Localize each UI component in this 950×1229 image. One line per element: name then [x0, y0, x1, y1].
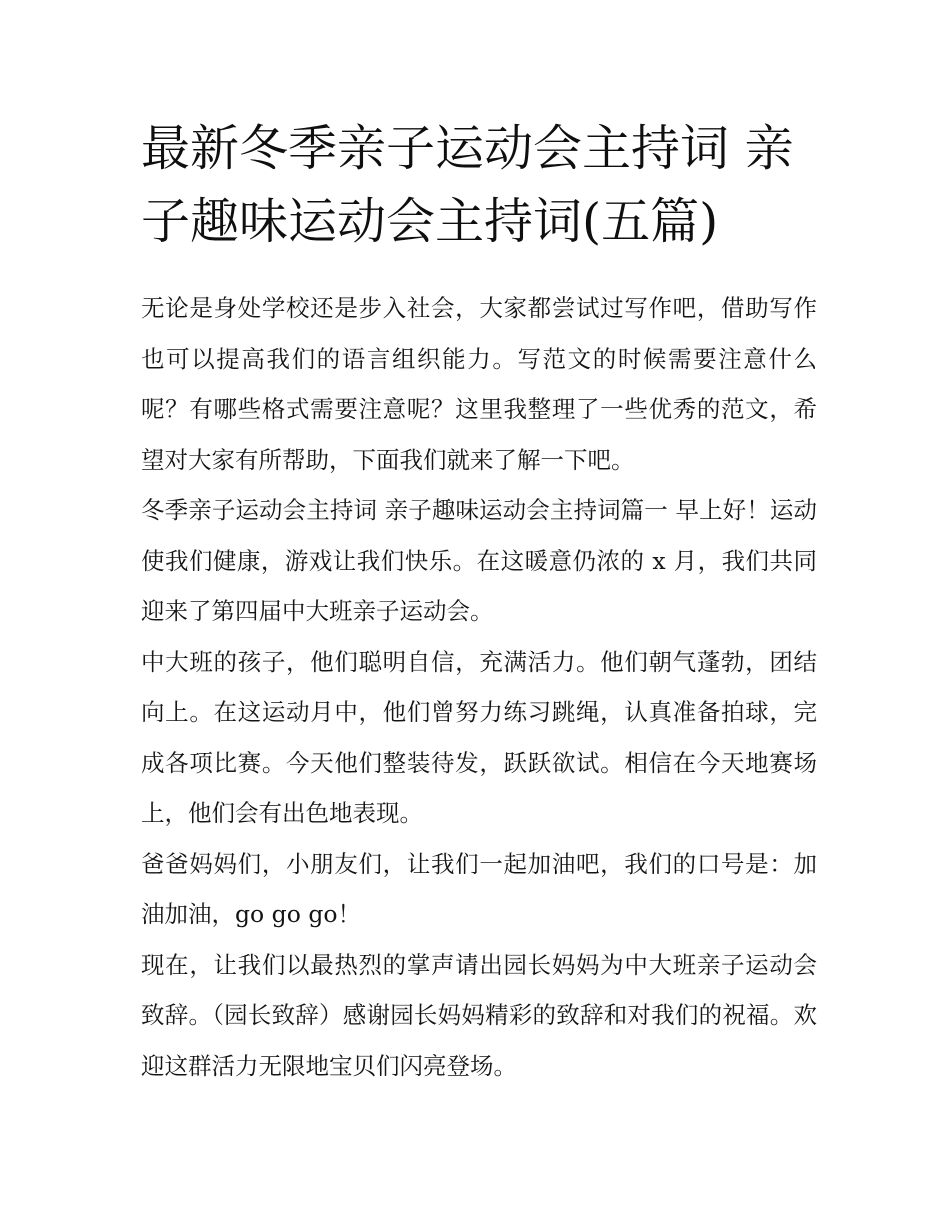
children-paragraph: 中大班的孩子，他们聪明自信，充满活力。他们朝气蓬勃，团结向上。在这运动月中，他们曾努力练习跳绳，认真准备拍球，完成各项比赛。今天他们整装待发，跃跃欲试。相信在今天地赛场上，他们会有出色地表现。 [141, 647, 817, 827]
document-body [141, 283, 817, 1091]
opening-paragraph: 冬季亲子运动会主持词 亲子趣味运动会主持词篇一 早上好！运动使我们健康，游戏让我们快乐。在这暖意仍浓的 x 月，我们共同迎来了第四届中大班亲子运动会。 [141, 496, 817, 625]
principal-paragraph: 现在，让我们以最热烈的掌声请出园长妈妈为中大班亲子运动会致辞。（园长致辞）感谢园长妈妈精彩的致辞和对我们的祝福。欢迎这群活力无限地宝贝们闪亮登场。 [141, 950, 817, 1080]
slogan-paragraph: 爸爸妈妈们，小朋友们，让我们一起加油吧，我们的口号是：加油加油，go go go！ [141, 849, 817, 928]
document-title: 最新冬季亲子运动会主持词 亲子趣味运动会主持词(五篇) [141, 120, 794, 250]
intro-paragraph: 无论是身处学校还是步入社会，大家都尝试过写作吧，借助写作也可以提高我们的语言组织能力。写范文的时候需要注意什么呢？有哪些格式需要注意呢？这里我整理了一些优秀的范文，希望对大家有所帮助，下面我们就来了解一下吧。 [141, 294, 817, 474]
